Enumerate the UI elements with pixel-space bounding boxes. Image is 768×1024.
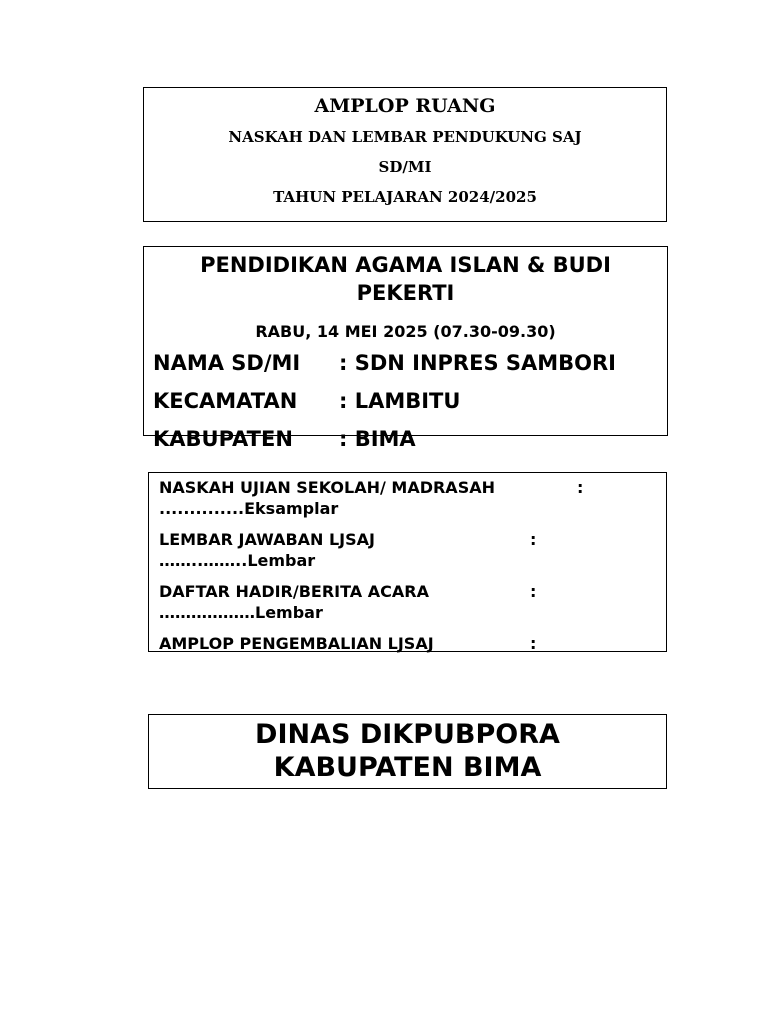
item-value (159, 654, 666, 675)
item-colon: : (530, 634, 537, 653)
header-box (143, 87, 667, 222)
regency-label: KABUPATEN (153, 427, 293, 451)
item-colon: : (577, 478, 584, 497)
academic-year: TAHUN PELAJARAN 2024/2025 (273, 188, 537, 206)
school-name-value: : SDN INPRES SAMBORI (339, 351, 616, 375)
agency-regency: KABUPATEN BIMA (273, 752, 542, 783)
regency-value: : BIMA (339, 427, 416, 451)
subject-title: PENDIDIKAN AGAMA ISLAN & BUDI PEKERTI (200, 253, 611, 305)
item-colon: : (530, 530, 537, 549)
list-item (159, 633, 666, 675)
item-colon: : (530, 582, 537, 601)
document-description: NASKAH DAN LEMBAR PENDUKUNG SAJ (228, 128, 582, 146)
item-label: LEMBAR JAWABAN LJSAJ (159, 530, 375, 549)
district-label: KECAMATAN (153, 389, 298, 413)
list-item (159, 581, 666, 623)
school-name-label: NAMA SD/MI (153, 351, 301, 375)
exam-date: RABU, 14 MEI 2025 (07.30-09.30) (255, 322, 556, 341)
footer-box (148, 714, 667, 789)
school-name-row (153, 350, 667, 376)
school-level: SD/MI (378, 158, 432, 176)
item-value: ………………Lembar (159, 603, 323, 622)
item-value: ……..……..Lembar (159, 551, 316, 570)
item-label: AMPLOP PENGEMBALIAN LJSAJ (159, 634, 434, 653)
item-label: DAFTAR HADIR/BERITA ACARA (159, 582, 429, 601)
list-item (159, 529, 666, 571)
agency-name: DINAS DIKPUBPORA (255, 719, 560, 750)
contents-box (148, 472, 667, 652)
regency-row (153, 426, 667, 452)
envelope-title: AMPLOP RUANG (314, 95, 496, 117)
item-value: ..............Eksamplar (159, 499, 339, 518)
district-row (153, 388, 667, 414)
item-label: NASKAH UJIAN SEKOLAH/ MADRASAH (159, 478, 495, 497)
subject-box (143, 246, 668, 451)
district-value: : LAMBITU (339, 389, 461, 413)
list-item (159, 477, 666, 519)
